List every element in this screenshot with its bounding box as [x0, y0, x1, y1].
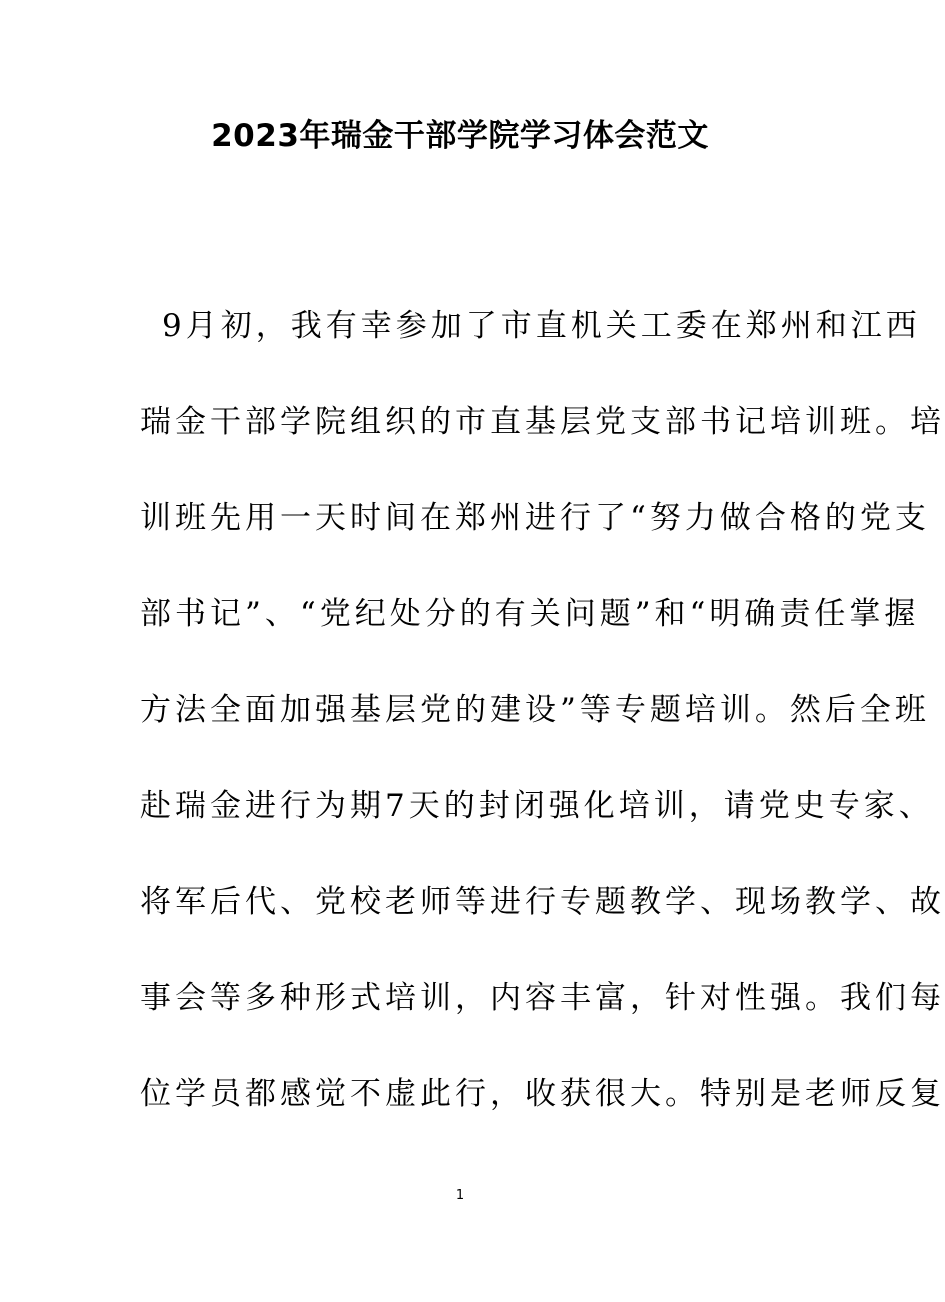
page-title: 2023年瑞金干部学院学习体会范文: [211, 118, 709, 154]
body-line-8: 事会等多种形式培训，内容丰富，针对性强。我们每: [140, 980, 945, 1016]
body-text: [140, 304, 945, 1168]
body-line-3: 训班先用一天时间在郑州进行了“努力做合格的党支: [140, 500, 930, 536]
page-number: 1: [455, 1188, 465, 1203]
body-line-4: 部书记”、“党纪处分的有关问题”和“明确责任掌握: [140, 596, 920, 632]
body-line-9: 位学员都感觉不虚此行，收获很大。特别是老师反复: [140, 1076, 945, 1112]
body-line-6: 赴瑞金进行为期7天的封闭强化培训，请党史专家、: [140, 788, 934, 824]
body-line-7: 将军后代、党校老师等进行专题教学、现场教学、故: [140, 884, 945, 920]
body-line-5: 方法全面加强基层党的建设”等专题培训。然后全班: [140, 692, 930, 728]
body-line-1: 9月初，我有幸参加了市直机关工委在郑州和江西: [162, 308, 921, 344]
body-line-2: 瑞金干部学院组织的市直基层党支部书记培训班。培: [140, 404, 945, 440]
